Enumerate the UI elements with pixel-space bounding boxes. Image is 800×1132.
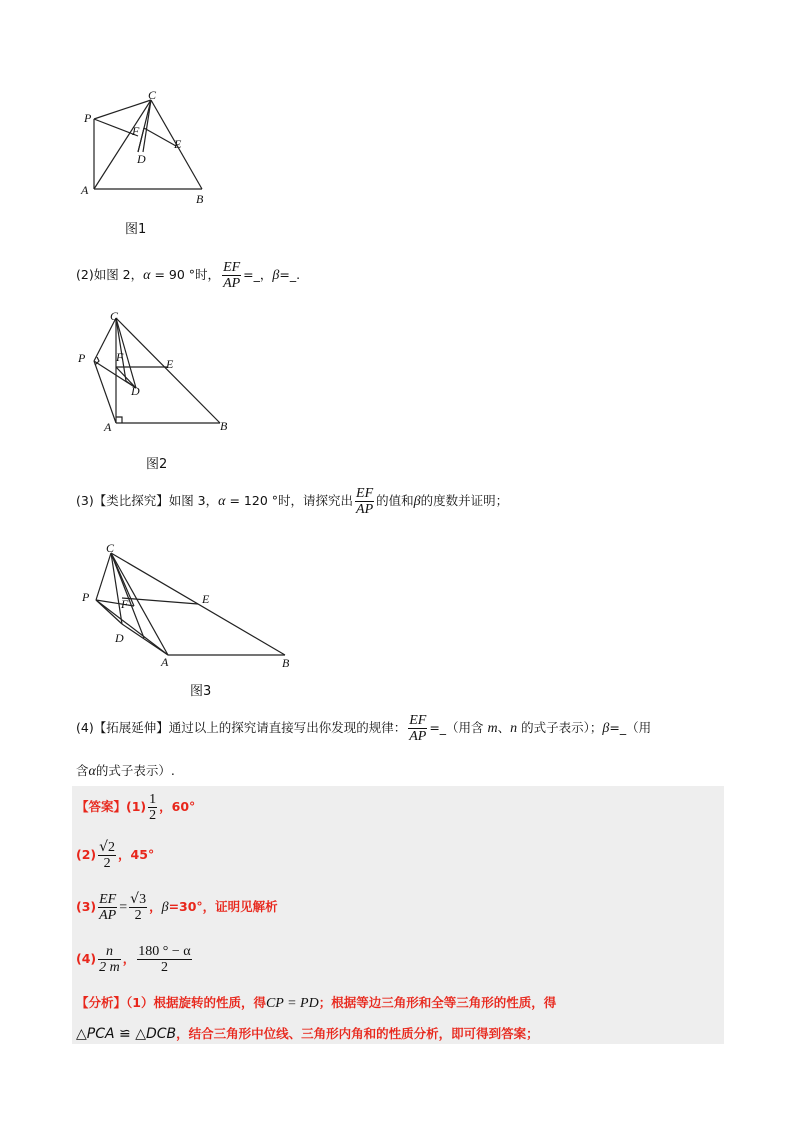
figure-1 [78,88,218,213]
label-A: A [161,655,169,669]
label-E: E [202,592,210,606]
label-C: C [110,309,119,323]
answer-4-fraction-2: $\frac{180 ^\circ - \alpha}{2}$ [138,944,191,975]
answer-3-rhs-fraction: $\frac{√3}{2}$ [130,891,147,923]
label-D: D [137,152,146,166]
answer-2-fraction: $\frac{√2}{2}$ [99,839,116,871]
fraction-ef-ap: $\frac{EF}{AP}$ [356,486,374,517]
label-F: F [121,597,129,611]
figure-3 [78,538,300,670]
question-3: (3)【类比探究】如图 3，α = 120 °时，请探究出 $\frac{EF}{AP}$ 的值和β的度数并证明； [76,486,509,517]
label-F: F [116,350,124,364]
label-B: B [282,656,290,670]
label-B: B [196,192,204,206]
label-P: P [84,111,92,125]
label-F: F [132,124,140,138]
figure-2-caption: 图2 [146,457,168,472]
figure-1-caption: 图1 [125,222,147,237]
answer-3: (3) $\frac{EF}{AP}$ = $\frac{√3}{2}$ ，β=30°，证明见解析 [76,891,278,923]
label-A: A [104,420,112,434]
label-P: P [78,351,86,365]
label-E: E [174,137,182,151]
figure-2 [74,306,244,436]
label-D: D [115,631,124,645]
analysis-line-2: △PCA ≌ △DCB，结合三角形中位线、三角形内角和的性质分析，即可得到答案； [76,1026,539,1042]
fraction-ef-ap: $\frac{EF}{AP}$ [409,713,427,744]
label-P: P [82,590,90,604]
fraction-ef-ap: $\frac{EF}{AP}$ [223,260,241,291]
answer-1-fraction: $\frac{1}{2}$ [149,792,157,823]
answer-3-lhs-fraction: $\frac{EF}{AP}$ [99,892,117,923]
label-C: C [106,541,115,555]
label-E: E [166,357,174,371]
label-B: B [220,419,228,433]
answer-1: 【答案】(1) $\frac{1}{2}$ ，60° [76,792,196,823]
analysis-line-1: 【分析】（1）根据旋转的性质，得CP = PD；根据等边三角形和全等三角形的性质，得 [76,995,557,1011]
label-A: A [81,183,89,197]
figure-3-caption: 图3 [190,684,212,699]
question-4: (4)【拓展延伸】通过以上的探究请直接写出你发现的规律： $\frac{EF}{AP}$ =_（用含 m、n 的式子表示）；β=_（用 [76,713,652,744]
answer-4-fraction-1: $\frac{n}{2 m}$ [99,944,120,975]
question-4-line-2: 含α的式子表示）. [76,763,175,779]
label-C: C [148,88,157,102]
answer-4: (4) $\frac{n}{2 m}$ ， $\frac{180 ^\circ - \alpha}{2}$ [76,944,191,975]
question-2: (2)如图 2，α = 90 °时， $\frac{EF}{AP}$ =_，β=_. [76,260,301,291]
label-D: D [131,384,140,398]
answer-2: (2) $\frac{√2}{2}$ ，45° [76,839,155,871]
